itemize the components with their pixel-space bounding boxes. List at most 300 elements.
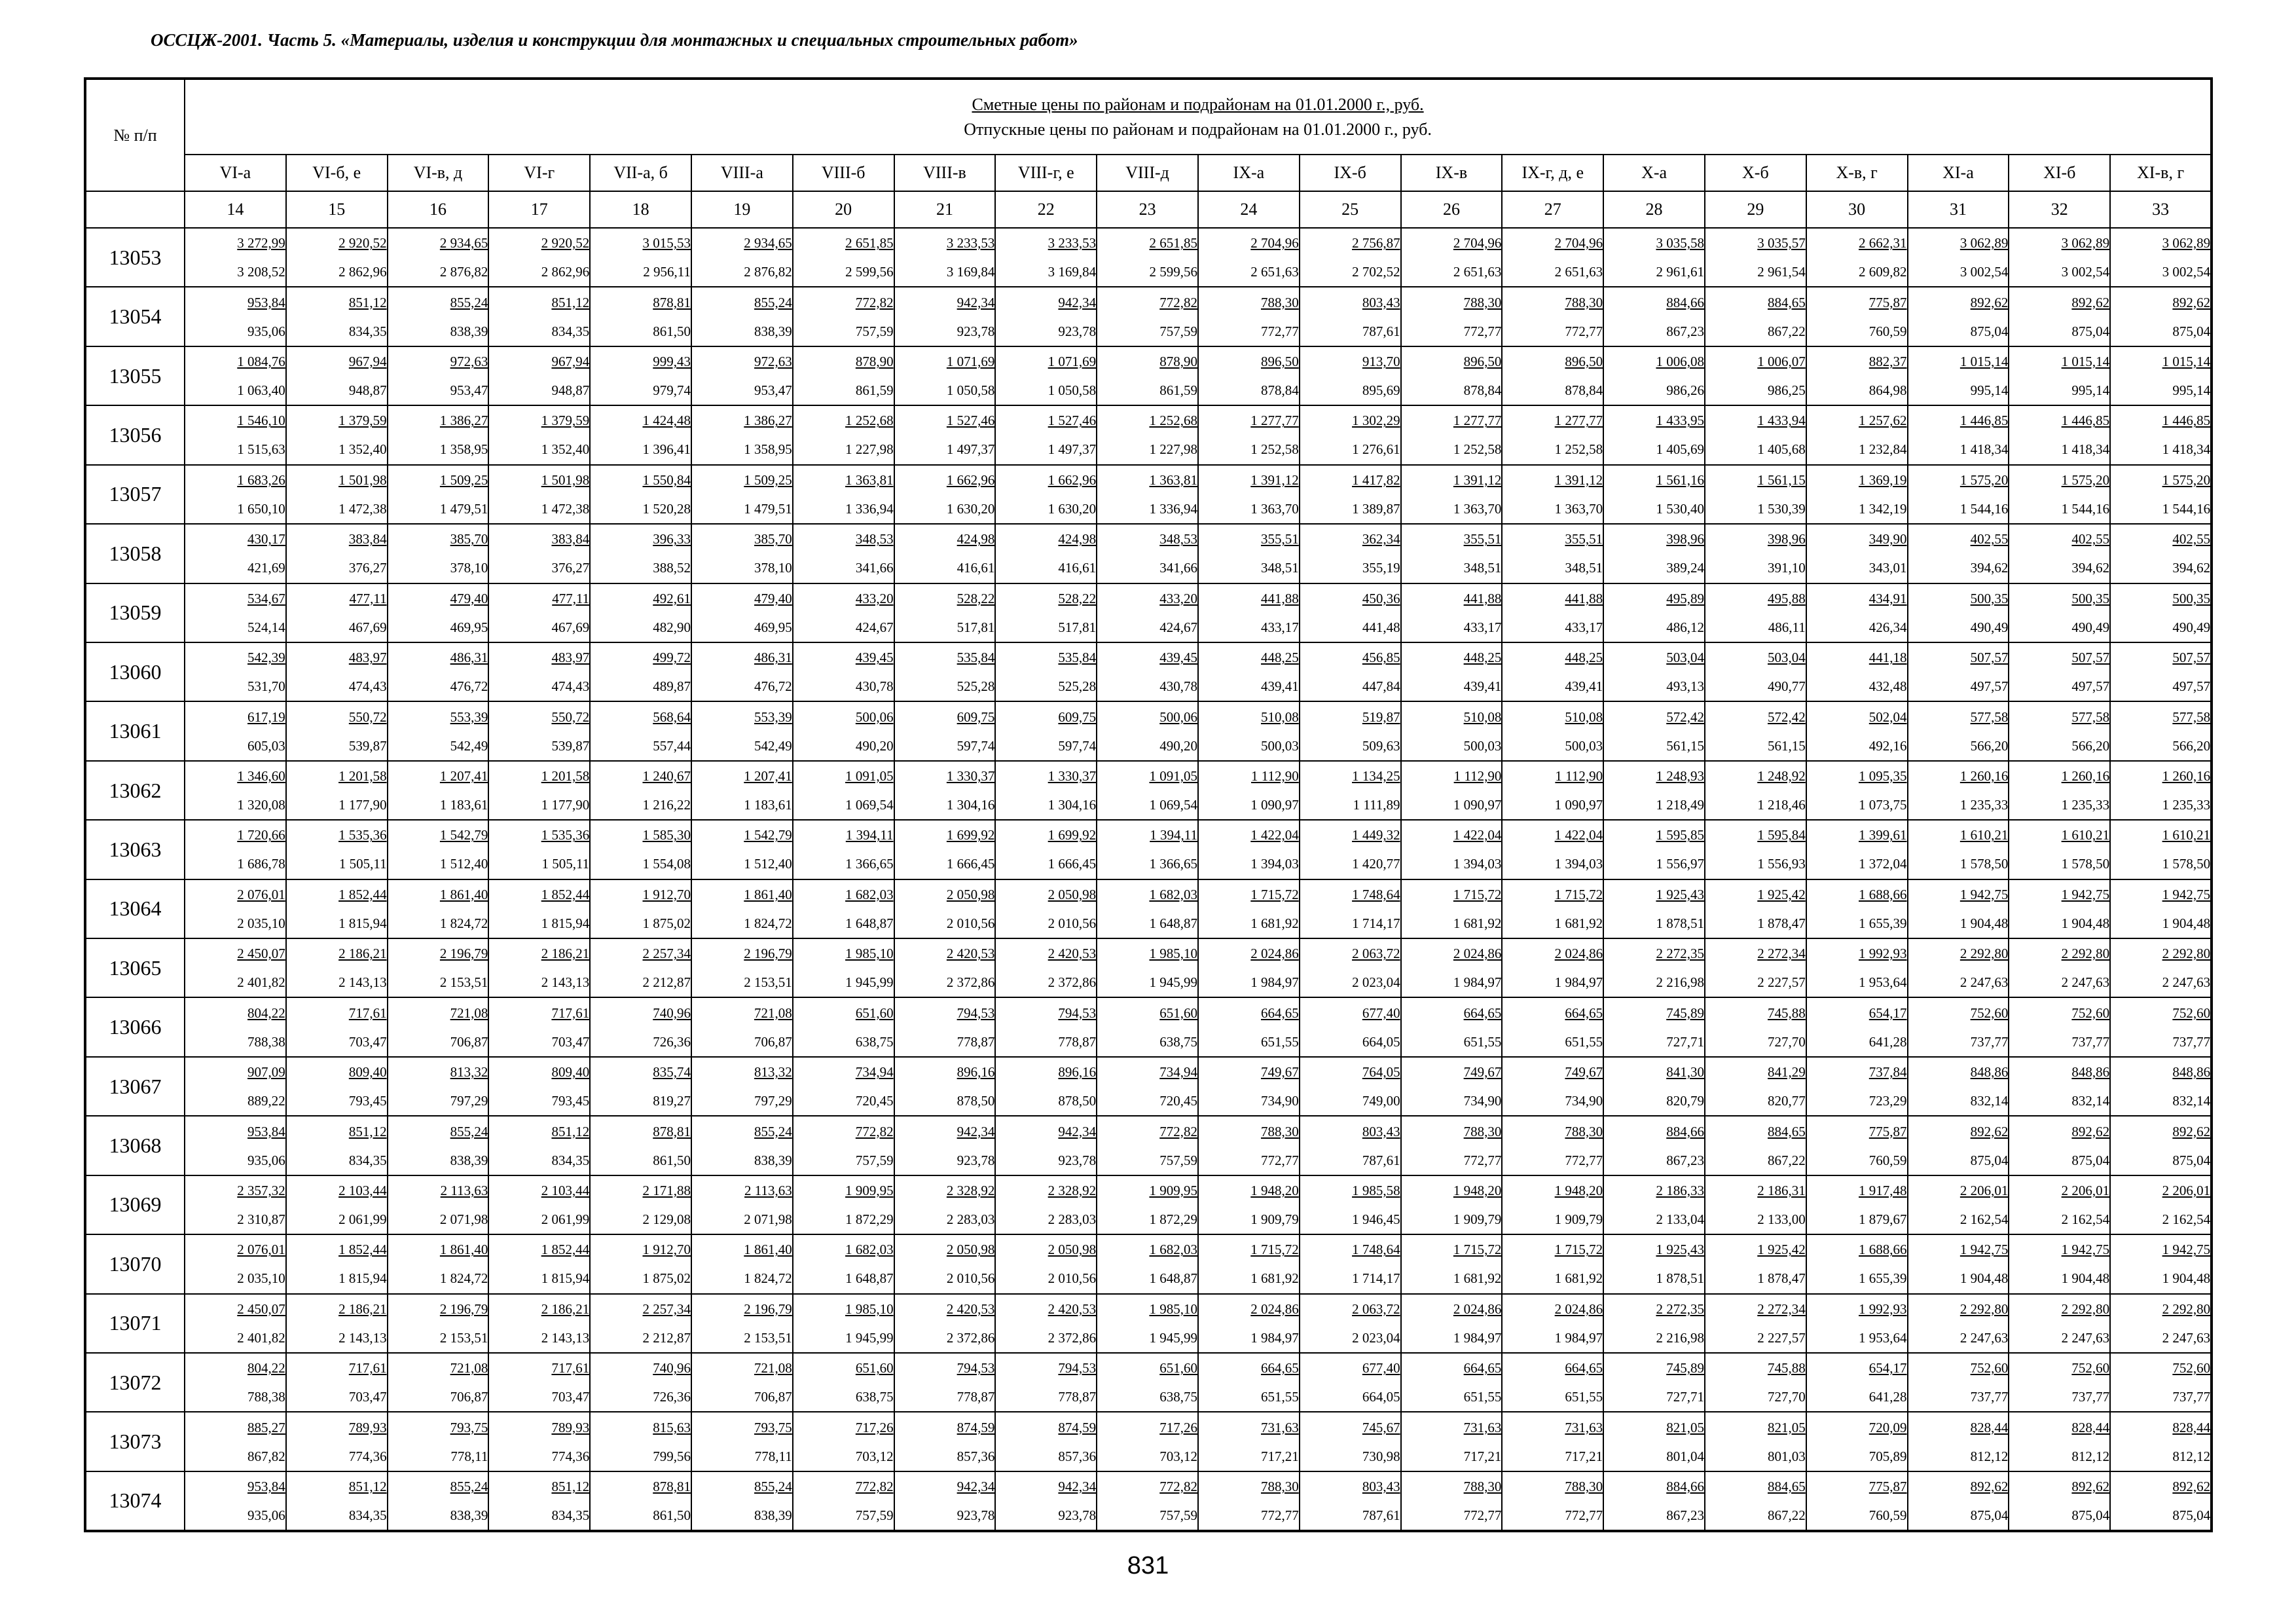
- estimated-price: 2 257,34: [642, 946, 691, 962]
- estimated-price: 2 920,52: [541, 235, 590, 251]
- release-price: 1 069,54: [1149, 797, 1197, 813]
- estimated-price: 788,30: [1565, 1478, 1603, 1494]
- price-cell: [1097, 1175, 1198, 1234]
- release-price: 2 609,82: [1859, 264, 1907, 280]
- release-price: 2 129,08: [642, 1211, 691, 1227]
- estimated-price: 942,34: [957, 1478, 995, 1494]
- estimated-price: 967,94: [348, 354, 387, 370]
- release-price: 2 143,13: [541, 974, 590, 991]
- price-cell: [1908, 228, 2009, 287]
- price-cell: [1097, 1057, 1198, 1116]
- price-cell: [1806, 761, 1908, 820]
- page-number: 831: [1127, 1552, 1169, 1579]
- release-price: 1 183,61: [439, 797, 488, 813]
- release-price: 834,35: [551, 1507, 590, 1523]
- estimated-price: 483,97: [551, 650, 590, 666]
- price-cell: [995, 228, 1097, 287]
- estimated-price: 1 688,66: [1859, 886, 1907, 902]
- price-cell: [286, 287, 388, 346]
- price-cell: [793, 642, 894, 701]
- region-header: VIII-г, е: [995, 155, 1097, 191]
- estimated-price: 1 715,72: [1453, 886, 1502, 902]
- price-cell: [488, 1294, 590, 1353]
- estimated-price: 1 201,58: [338, 768, 387, 784]
- release-price: 875,04: [2172, 1152, 2211, 1168]
- estimated-price: 721,08: [754, 1005, 792, 1021]
- price-cell: [793, 583, 894, 642]
- column-number: 23: [1097, 191, 1198, 228]
- estimated-price: 349,90: [1868, 531, 1907, 547]
- release-price: 341,66: [855, 560, 894, 576]
- release-price: 726,36: [653, 1033, 691, 1050]
- price-cell: [1603, 1234, 1705, 1293]
- estimated-price: 1 330,37: [1048, 768, 1097, 784]
- release-price: 1 953,64: [1859, 974, 1907, 991]
- price-cell: [185, 228, 286, 287]
- estimated-price: 500,35: [2071, 590, 2110, 606]
- price-cell: [1705, 583, 1806, 642]
- release-price: 749,00: [1362, 1093, 1400, 1109]
- price-cell: [793, 1175, 894, 1234]
- price-cell: [388, 1353, 489, 1412]
- price-cell: [894, 1057, 996, 1116]
- estimated-price: 772,82: [855, 1478, 894, 1494]
- estimated-price: 1 363,81: [1149, 471, 1197, 488]
- estimated-price: 609,75: [1058, 709, 1097, 725]
- release-price: 490,20: [1159, 737, 1197, 754]
- price-cell: [388, 524, 489, 583]
- price-cell: [1198, 1175, 1300, 1234]
- release-price: 706,87: [450, 1033, 488, 1050]
- release-price: 878,84: [1565, 382, 1603, 399]
- estimated-price: 803,43: [1362, 1478, 1400, 1494]
- estimated-price: 745,89: [1666, 1005, 1704, 1021]
- estimated-price: 1 985,10: [845, 946, 894, 962]
- price-cell: [488, 820, 590, 879]
- release-price: 787,61: [1362, 323, 1400, 339]
- release-price: 343,01: [1868, 560, 1907, 576]
- column-number: 31: [1908, 191, 2009, 228]
- estimated-price: 1 369,19: [1859, 471, 1907, 488]
- price-cell: [793, 1234, 894, 1293]
- estimated-price: 2 206,01: [2162, 1182, 2211, 1198]
- price-cell: [286, 1175, 388, 1234]
- release-price: 1 363,70: [1250, 500, 1299, 517]
- estimated-price: 2 651,85: [1149, 235, 1197, 251]
- item-code: 13061: [85, 701, 185, 760]
- estimated-price: 740,96: [653, 1360, 691, 1376]
- estimated-price: 815,63: [653, 1419, 691, 1435]
- release-price: 1 218,46: [1757, 797, 1806, 813]
- price-cell: [1097, 524, 1198, 583]
- estimated-price: 1 433,94: [1757, 413, 1806, 429]
- release-price: 867,22: [1768, 1152, 1806, 1168]
- release-price: 1 556,97: [1656, 856, 1704, 872]
- price-cell: [1401, 1234, 1503, 1293]
- release-price: 525,28: [957, 678, 995, 695]
- estimated-price: 1 925,42: [1757, 886, 1806, 902]
- release-price: 497,57: [2071, 678, 2110, 695]
- estimated-price: 448,25: [1565, 650, 1603, 666]
- price-cell: [691, 879, 793, 938]
- table-row: [85, 701, 2212, 760]
- price-cell: [995, 820, 1097, 879]
- estimated-price: 907,09: [247, 1064, 285, 1080]
- release-price: 834,35: [348, 323, 387, 339]
- column-number: 27: [1502, 191, 1603, 228]
- price-cell: [388, 346, 489, 405]
- release-price: 1 815,94: [541, 1270, 590, 1287]
- estimated-price: 851,12: [551, 1478, 590, 1494]
- price-cell: [185, 642, 286, 701]
- release-price: 734,90: [1463, 1093, 1502, 1109]
- release-price: 566,20: [1970, 737, 2009, 754]
- estimated-price: 813,32: [450, 1064, 488, 1080]
- estimated-price: 841,29: [1768, 1064, 1806, 1080]
- price-cell: [488, 1116, 590, 1175]
- price-cell: [2009, 1353, 2110, 1412]
- estimated-price: 745,88: [1768, 1360, 1806, 1376]
- release-price: 1 358,95: [744, 441, 792, 458]
- release-price: 421,69: [247, 560, 285, 576]
- item-code: 13060: [85, 642, 185, 701]
- release-price: 500,03: [1463, 737, 1502, 754]
- estimated-price: 1 391,12: [1554, 471, 1603, 488]
- estimated-price: 942,34: [957, 294, 995, 310]
- release-price: 703,12: [1159, 1448, 1197, 1464]
- price-cell: [388, 1057, 489, 1116]
- price-cell: [488, 1057, 590, 1116]
- price-cell: [1705, 820, 1806, 879]
- price-cell: [1097, 820, 1198, 879]
- price-cell: [488, 701, 590, 760]
- release-price: 651,55: [1565, 1033, 1603, 1050]
- price-cell: [590, 524, 691, 583]
- price-cell: [488, 761, 590, 820]
- table-row: [85, 287, 2212, 346]
- estimated-price: 855,24: [754, 1478, 792, 1494]
- release-price: 378,10: [754, 560, 792, 576]
- release-price: 1 648,87: [845, 1270, 894, 1287]
- release-price: 819,27: [653, 1093, 691, 1109]
- release-price: 923,78: [957, 1152, 995, 1168]
- release-price: 737,77: [2071, 1389, 2110, 1405]
- price-cell: [894, 228, 996, 287]
- price-cell: [590, 1353, 691, 1412]
- release-price: 2 961,54: [1757, 264, 1806, 280]
- estimated-price: 734,94: [1159, 1064, 1197, 1080]
- price-cell: [1300, 938, 1401, 997]
- estimated-price: 1 852,44: [338, 886, 387, 902]
- estimated-price: 731,63: [1565, 1419, 1603, 1435]
- release-price: 3 169,84: [1048, 264, 1097, 280]
- release-price: 490,20: [855, 737, 894, 754]
- release-price: 2 956,11: [643, 264, 691, 280]
- release-price: 838,39: [754, 323, 792, 339]
- column-number: 32: [2009, 191, 2110, 228]
- estimated-price: 772,82: [1159, 294, 1197, 310]
- price-cell: [388, 1471, 489, 1531]
- release-price: 1 304,16: [946, 797, 995, 813]
- price-cell: [1908, 465, 2009, 524]
- release-price: 1 650,10: [237, 500, 285, 517]
- price-cell: [894, 1294, 996, 1353]
- price-cell: [1806, 1294, 1908, 1353]
- estimated-price: 828,44: [1970, 1419, 2009, 1435]
- estimated-price: 892,62: [2071, 1478, 2110, 1494]
- price-cell: [995, 583, 1097, 642]
- item-code: 13053: [85, 228, 185, 287]
- table-row: [85, 228, 2212, 287]
- price-cell: [1097, 997, 1198, 1056]
- estimated-price: 752,60: [1970, 1005, 2009, 1021]
- release-price: 834,35: [551, 323, 590, 339]
- release-price: 788,38: [247, 1033, 285, 1050]
- estimated-price: 1 942,75: [1959, 1242, 2009, 1258]
- price-cell: [894, 583, 996, 642]
- estimated-price: 972,63: [450, 354, 488, 370]
- release-price: 3 002,54: [1959, 264, 2009, 280]
- release-price: 1 418,34: [2061, 441, 2110, 458]
- price-cell: [1401, 820, 1503, 879]
- item-code: 13067: [85, 1057, 185, 1116]
- price-cell: [1705, 938, 1806, 997]
- release-price: 1 666,45: [1048, 856, 1097, 872]
- release-price: 416,61: [957, 560, 995, 576]
- item-code: 13057: [85, 465, 185, 524]
- price-cell: [185, 1412, 286, 1471]
- release-price: 1 824,72: [744, 915, 792, 931]
- price-cell: [286, 761, 388, 820]
- price-cell: [388, 701, 489, 760]
- estimated-price: 1 084,76: [237, 354, 285, 370]
- price-cell: [1705, 346, 1806, 405]
- price-cell: [185, 879, 286, 938]
- price-cell: [2110, 1234, 2212, 1293]
- release-price: 561,15: [1768, 737, 1806, 754]
- release-price: 1 945,99: [1149, 974, 1197, 991]
- estimated-price: 542,39: [247, 650, 285, 666]
- price-cell: [1908, 701, 2009, 760]
- table-row: [85, 761, 2212, 820]
- estimated-price: 2 206,01: [1959, 1182, 2009, 1198]
- release-price: 638,75: [855, 1033, 894, 1050]
- estimated-price: 775,87: [1868, 294, 1907, 310]
- release-price: 875,04: [1970, 1507, 2009, 1523]
- estimated-price: 793,75: [754, 1419, 792, 1435]
- price-cell: [995, 1175, 1097, 1234]
- price-cell: [590, 642, 691, 701]
- estimated-price: 664,65: [1261, 1005, 1299, 1021]
- release-price: 1 418,34: [2162, 441, 2211, 458]
- release-price: 1 472,38: [338, 500, 387, 517]
- region-header: XI-а: [1908, 155, 2009, 191]
- release-price: 424,67: [1159, 619, 1197, 635]
- release-price: 2 227,57: [1757, 1329, 1806, 1346]
- price-cell: [894, 642, 996, 701]
- price-cell: [388, 938, 489, 997]
- release-price: 2 010,56: [1048, 915, 1097, 931]
- estimated-price: 492,61: [653, 590, 691, 606]
- estimated-price: 1 715,72: [1554, 1242, 1603, 1258]
- price-cell: [1097, 228, 1198, 287]
- release-price: 723,29: [1868, 1093, 1907, 1109]
- release-price: 774,36: [551, 1448, 590, 1464]
- table-row: [85, 997, 2212, 1056]
- release-price: 923,78: [1058, 323, 1097, 339]
- estimated-price: 2 662,31: [1859, 235, 1907, 251]
- price-cell: [185, 346, 286, 405]
- release-price: 2 599,56: [845, 264, 894, 280]
- release-price: 2 162,54: [2162, 1211, 2211, 1227]
- price-cell: [793, 701, 894, 760]
- release-price: 1 227,98: [1149, 441, 1197, 458]
- estimated-price: 1 715,72: [1250, 1242, 1299, 1258]
- price-cell: [388, 1175, 489, 1234]
- price-cell: [1603, 405, 1705, 464]
- estimated-price: 402,55: [1970, 531, 2009, 547]
- estimated-price: 752,60: [2172, 1360, 2211, 1376]
- column-number: 25: [1300, 191, 1401, 228]
- price-cell: [2110, 1116, 2212, 1175]
- estimated-price: 479,40: [450, 590, 488, 606]
- item-code: 13064: [85, 879, 185, 938]
- price-cell: [1908, 583, 2009, 642]
- estimated-price: 1 257,62: [1859, 413, 1907, 429]
- release-price: 737,77: [1970, 1033, 2009, 1050]
- price-cell: [488, 524, 590, 583]
- release-price: 2 862,96: [541, 264, 590, 280]
- estimated-price: 651,60: [855, 1005, 894, 1021]
- estimated-price: 794,53: [957, 1360, 995, 1376]
- price-cell: [1806, 938, 1908, 997]
- price-cell: [2110, 524, 2212, 583]
- price-cell: [286, 701, 388, 760]
- release-price: 923,78: [957, 323, 995, 339]
- price-cell: [185, 1175, 286, 1234]
- release-price: 2 216,98: [1656, 1329, 1704, 1346]
- release-price: 1 984,97: [1250, 974, 1299, 991]
- release-price: 378,10: [450, 560, 488, 576]
- region-header: VI-б, е: [286, 155, 388, 191]
- release-price: 1 984,97: [1554, 974, 1603, 991]
- price-cell: [388, 761, 489, 820]
- price-cell: [691, 287, 793, 346]
- estimated-price: 348,53: [1159, 531, 1197, 547]
- estimated-price: 2 050,98: [946, 886, 995, 902]
- release-price: 493,13: [1666, 678, 1704, 695]
- estimated-price: 1 346,60: [237, 768, 285, 784]
- release-price: 757,59: [855, 1152, 894, 1168]
- price-cell: [1198, 1116, 1300, 1175]
- release-price: 391,10: [1768, 560, 1806, 576]
- estimated-price: 1 610,21: [2162, 827, 2211, 843]
- estimated-price: 1 417,82: [1352, 471, 1400, 488]
- release-price: 720,45: [855, 1093, 894, 1109]
- estimated-price: 1 720,66: [237, 827, 285, 843]
- price-cell: [894, 1175, 996, 1234]
- release-price: 834,35: [551, 1152, 590, 1168]
- price-cell: [1502, 1175, 1603, 1234]
- item-code: 13070: [85, 1234, 185, 1293]
- estimated-price: 664,65: [1463, 1360, 1502, 1376]
- release-price: 605,03: [247, 737, 285, 754]
- release-price: 3 208,52: [237, 264, 285, 280]
- release-price: 1 714,17: [1352, 915, 1400, 931]
- release-price: 1 984,97: [1453, 974, 1502, 991]
- estimated-price: 2 292,80: [2162, 1301, 2211, 1317]
- price-cell: [1502, 1116, 1603, 1175]
- estimated-price: 2 113,63: [744, 1182, 792, 1198]
- release-price: 1 352,40: [541, 441, 590, 458]
- release-price: 2 401,82: [237, 1329, 285, 1346]
- estimated-price: 441,18: [1868, 650, 1907, 666]
- price-cell: [691, 405, 793, 464]
- price-cell: [2009, 1294, 2110, 1353]
- price-cell: [1198, 287, 1300, 346]
- price-cell: [2110, 1294, 2212, 1353]
- price-cell: [1908, 642, 2009, 701]
- release-price: 426,34: [1868, 619, 1907, 635]
- release-price: 1 363,70: [1453, 500, 1502, 517]
- price-cell: [1806, 1116, 1908, 1175]
- release-price: 664,05: [1362, 1389, 1400, 1405]
- estimated-price: 3 272,99: [237, 235, 285, 251]
- price-cell: [1806, 701, 1908, 760]
- price-cell: [1097, 1412, 1198, 1471]
- release-price: 664,05: [1362, 1033, 1400, 1050]
- price-cell: [590, 1294, 691, 1353]
- estimated-price: 1 509,25: [744, 471, 792, 488]
- price-cell: [894, 820, 996, 879]
- estimated-price: 1 330,37: [946, 768, 995, 784]
- estimated-price: 809,40: [551, 1064, 590, 1080]
- estimated-price: 2 934,65: [744, 235, 792, 251]
- table-row: [85, 642, 2212, 701]
- estimated-price: 1 379,59: [338, 413, 387, 429]
- price-cell: [1300, 287, 1401, 346]
- column-number: 18: [590, 191, 691, 228]
- estimated-price: 1 715,72: [1554, 886, 1603, 902]
- price-cell: [286, 938, 388, 997]
- release-price: 638,75: [855, 1389, 894, 1405]
- estimated-price: 851,12: [551, 1123, 590, 1139]
- price-cell: [1603, 524, 1705, 583]
- estimated-price: 2 024,86: [1250, 946, 1299, 962]
- price-cell: [995, 1353, 1097, 1412]
- release-price: 726,36: [653, 1389, 691, 1405]
- estimated-price: 1 699,92: [946, 827, 995, 843]
- release-price: 778,87: [1058, 1389, 1097, 1405]
- release-price: 557,44: [653, 737, 691, 754]
- release-price: 1 875,02: [642, 1270, 691, 1287]
- price-cell: [1908, 1412, 2009, 1471]
- estimated-price: 2 420,53: [1048, 1301, 1097, 1317]
- release-price: 1 090,97: [1453, 797, 1502, 813]
- release-price: 394,62: [2172, 560, 2211, 576]
- release-price: 651,55: [1261, 1033, 1299, 1050]
- estimated-price: 495,88: [1768, 590, 1806, 606]
- price-cell: [793, 938, 894, 997]
- release-price: 2 961,61: [1656, 264, 1704, 280]
- price-cell: [590, 879, 691, 938]
- price-cell: [1502, 820, 1603, 879]
- release-price: 1 090,97: [1554, 797, 1603, 813]
- release-price: 923,78: [1058, 1507, 1097, 1523]
- estimated-price: 2 756,87: [1352, 235, 1400, 251]
- release-price: 812,12: [2071, 1448, 2110, 1464]
- estimated-price: 1 682,03: [845, 1242, 894, 1258]
